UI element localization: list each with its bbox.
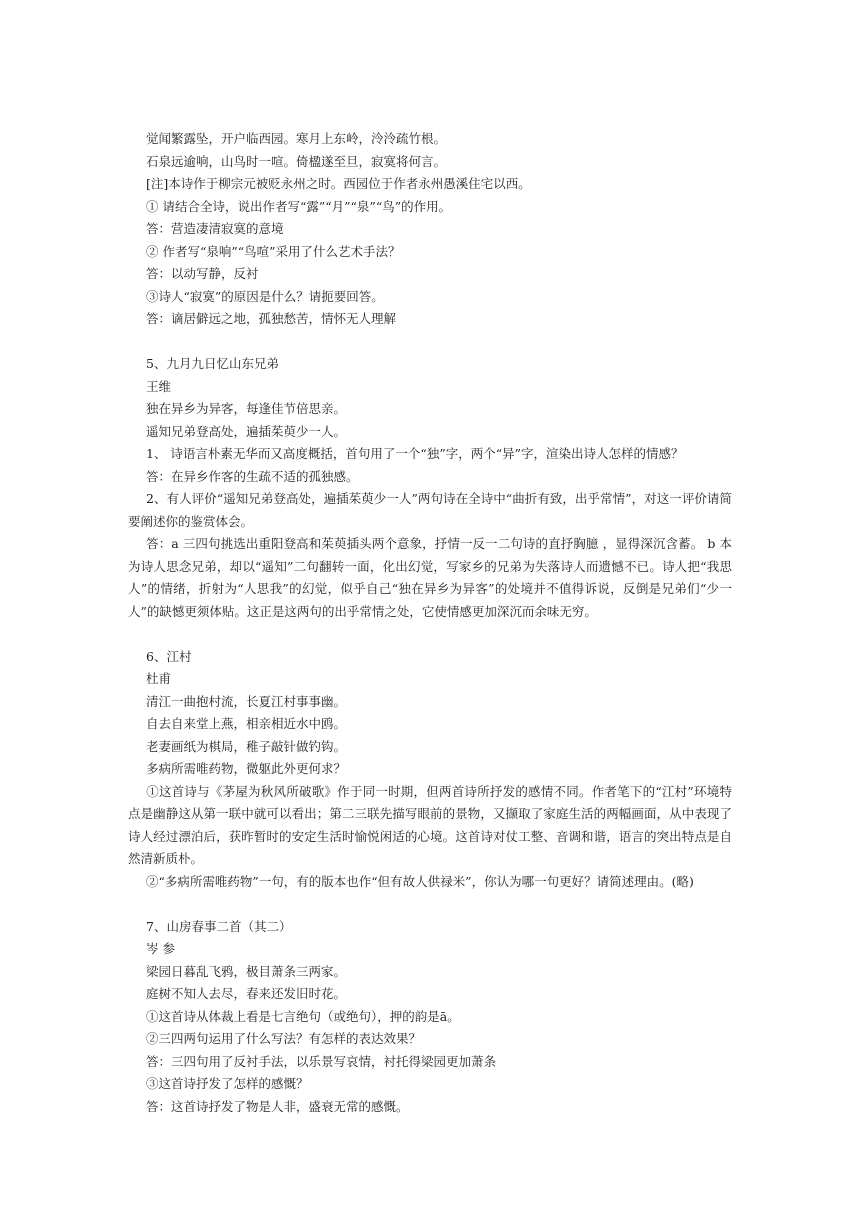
answer-paragraph (128, 533, 732, 623)
poem-line: 觉闻繁露坠，开户临西园。寒月上东岭，泠泠疏竹根。 (146, 131, 447, 146)
poem-line: 清江一曲抱村流，长夏江村事事幽。 (146, 693, 347, 709)
question-paragraph (128, 488, 732, 533)
question: ② 作者写“泉响”“鸟喧”采用了什么艺术手法？ (146, 243, 401, 259)
answer: 答：以动写静，反衬 (146, 266, 259, 281)
question: ②三四两句运用了什么写法？有怎样的表达效果？ (146, 1031, 422, 1046)
spacer (128, 893, 732, 916)
question: ①这首诗从体裁上看是七言绝句（或绝句），押的韵是ā。 (146, 1008, 460, 1024)
poem-line: 自去自来堂上燕，相亲相近水中鸥。 (146, 716, 347, 731)
poem-4-section (128, 128, 732, 331)
poem-author: 王维 (146, 378, 172, 394)
question-text: ②“多病所需唯药物”一句，有的版本也作“但有故人供禄米”，你认为哪一句更好？请简述理由。(略) (146, 873, 694, 889)
poem-author: 岑 参 (146, 941, 175, 956)
question: ③诗人“寂寞”的原因是什么？请扼要回答。 (146, 288, 384, 304)
question-text: 2、有人评价“遥知兄弟登高处，遍插茱萸少一人”两句诗在全诗中“曲折有致，出乎常情”，对这一评价请简要阐述你的鉴赏体会。 (128, 491, 732, 529)
answer: 答：这首诗抒发了物是人非，盛衰无常的感慨。 (146, 1098, 409, 1114)
poem-line: 庭树不知人去尽，春来还发旧时花。 (146, 986, 347, 1001)
poem-line: 独在异乡为异客，每逢佳节倍思亲。 (146, 401, 347, 416)
poem-title: 7、山房春事二首（其二） (146, 918, 292, 934)
poem-5-section (128, 353, 732, 623)
question: ③这首诗抒发了怎样的感慨？ (146, 1076, 309, 1091)
poem-line: 多病所需唯药物，微躯此外更何求？ (146, 761, 347, 776)
spacer (128, 623, 732, 646)
answer-text: 答：a 三四句挑选出重阳登高和茱萸插头两个意象，抒情一反一二句诗的直抒胸臆 ，显得深沉含蓄。 b 本为诗人思念兄弟，却以“遥知”二句翻转一面，化出幻觉，写家乡的兄弟为失落诗人而遗憾不已。诗人把“我思人”的情绪，折射为“人思我”的幻觉，似乎自己“独在异乡为异客”的处境并不值得诉说，反倒是兄弟们“少一人”的缺憾更须体贴。这正是这两句的出乎常情之处，它使情感更加深沉而余味无穷。 (128, 536, 732, 619)
poem-7-section (128, 916, 732, 1119)
document-body (128, 128, 732, 1118)
answer: 答：谪居僻远之地，孤独愁苦，情怀无人理解 (146, 311, 397, 326)
question: 1、 诗语言朴素无华而又高度概括，首句用了一个“独”字，两个“异”字，渲染出诗人怎样的情感？ (146, 446, 684, 461)
answer: 答：营造凄清寂寞的意境 (146, 221, 284, 236)
question: ① 请结合全诗，说出作者写“露”“月”“泉”“鸟”的作用。 (146, 198, 452, 214)
poem-title: 5、九月九日忆山东兄弟 (146, 356, 279, 371)
question-text: ①这首诗与《茅屋为秋风所破歌》作于同一时期，但两首诗所抒发的感情不同。作者笔下的“江村”环境特点是幽静这从第一联中就可以看出；第二三联先描写眼前的景物，又撷取了家庭生活的两幅画面，从中表现了诗人经过漂泊后，获昨暂时的安定生活时愉悦闲适的心境。这首诗对仗工整、音调和谐，语言的突出特点是自然清新质朴。 (128, 783, 732, 866)
poem-line: 梁园日暮乱飞鸦，极目萧条三两家。 (146, 963, 347, 979)
poem-line: 老妻画纸为棋局，稚子敲针做钓钩。 (146, 738, 347, 754)
answer: 答：三四句用了反衬手法，以乐景写哀情，衬托得梁园更加萧条 (146, 1053, 497, 1069)
poem-title: 6、江村 (146, 648, 192, 664)
spacer (128, 331, 732, 354)
question-paragraph (128, 781, 732, 871)
poem-6-section (128, 646, 732, 894)
poem-line: 遥知兄弟登高处，遍插茱萸少一人。 (146, 423, 347, 439)
answer: 答：在异乡作客的生疏不适的孤独感。 (146, 468, 359, 484)
question-paragraph (128, 871, 732, 894)
poem-author: 杜甫 (146, 671, 172, 686)
poem-line: 石泉远逾响，山鸟时一喧。倚楹遂至旦，寂寞将何言。 (146, 153, 447, 169)
annotation-note: [注]本诗作于柳宗元被贬永州之时。西园位于作者永州愚溪住宅以西。 (146, 176, 531, 191)
